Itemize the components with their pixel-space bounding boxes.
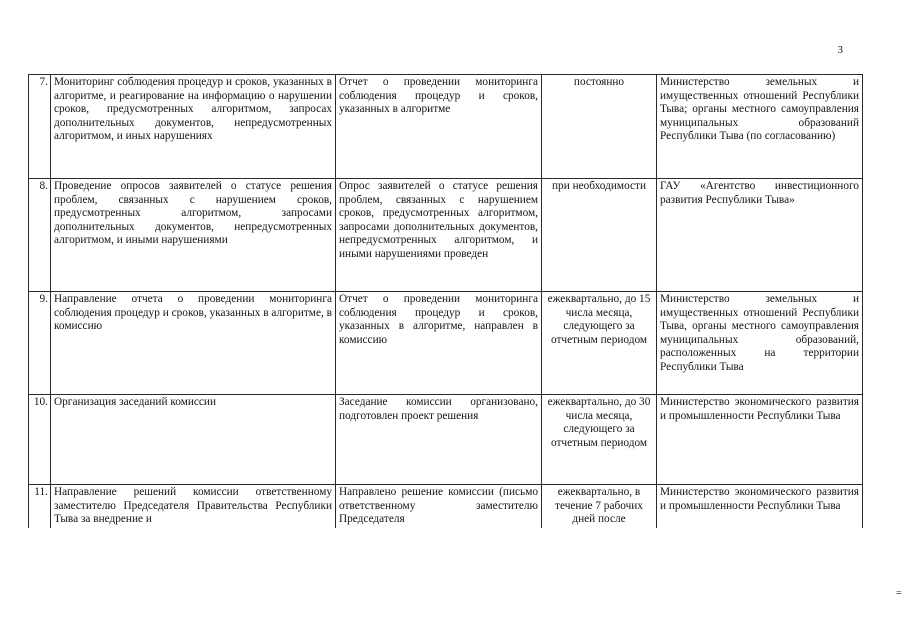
result-cell: Заседание комиссии организовано, подготовлен проект решения: [336, 395, 542, 485]
row-number: 7.: [29, 75, 51, 179]
deadline-cell: ежеквартально, до 15 числа месяца, следующего за отчетным периодом: [542, 292, 657, 395]
responsible-cell: ГАУ «Агентство инвестиционного развития Республики Тыва»: [657, 179, 863, 292]
row-number: 9.: [29, 292, 51, 395]
deadline-cell: ежеквартально, в течение 7 рабочих дней после: [542, 485, 657, 528]
responsible-cell: Министерство экономического развития и промышленности Республики Тыва: [657, 485, 863, 528]
edge-mark: =: [896, 588, 902, 599]
result-cell: Отчет о проведении мониторинга соблюдения процедур и сроков, указанных в алгоритме, направлен в комиссию: [336, 292, 542, 395]
deadline-cell: ежеквартально, до 30 числа месяца, следующего за отчетным периодом: [542, 395, 657, 485]
table-row: [29, 395, 863, 485]
action-cell: Организация заседаний комиссии: [51, 395, 336, 485]
action-cell: Направление решений комиссии ответственному заместителю Председателя Правительства Республики Тыва за внедрение и: [51, 485, 336, 528]
result-cell: Направлено решение комиссии (письмо ответственному заместителю Председателя: [336, 485, 542, 528]
responsible-cell: Министерство земельных и имущественных отношений Республики Тыва; органы местного самоуправления муниципальных образований Республики Тыва (по согласованию): [657, 75, 863, 179]
action-cell: Проведение опросов заявителей о статусе решения проблем, связанных с нарушением сроков, предусмотренных алгоритмом, запросами дополнительных документов, непредусмотренных алгоритмом, и иными нарушениями: [51, 179, 336, 292]
measures-table: [28, 74, 863, 528]
row-number: 8.: [29, 179, 51, 292]
action-cell: Мониторинг соблюдения процедур и сроков, указанных в алгоритме, и реагирование на информацию о нарушении сроков, предусмотренных алгоритмом, запросах дополнительных документов, непредусмотренных алгоритмом, и иных нарушениях: [51, 75, 336, 179]
responsible-cell: Министерство экономического развития и промышленности Республики Тыва: [657, 395, 863, 485]
table-row: [29, 75, 863, 179]
page-number: 3: [837, 44, 843, 56]
table-row: [29, 292, 863, 395]
row-number: 11.: [29, 485, 51, 528]
responsible-cell: Министерство земельных и имущественных отношений Республики Тыва, органы местного самоуправления муниципальных образований, расположенных на территории Республики Тыва: [657, 292, 863, 395]
deadline-cell: постоянно: [542, 75, 657, 179]
action-cell: Направление отчета о проведении мониторинга соблюдения процедур и сроков, указанных в алгоритме, в комиссию: [51, 292, 336, 395]
deadline-cell: при необходимости: [542, 179, 657, 292]
result-cell: Опрос заявителей о статусе решения проблем, связанных с нарушением сроков, предусмотренных алгоритмом, запросами дополнительных документов, непредусмотренных алгоритмом, и иными нарушениями проведен: [336, 179, 542, 292]
table-row: [29, 485, 863, 528]
row-number: 10.: [29, 395, 51, 485]
result-cell: Отчет о проведении мониторинга соблюдения процедур и сроков, указанных в алгоритме: [336, 75, 542, 179]
table-row: [29, 179, 863, 292]
